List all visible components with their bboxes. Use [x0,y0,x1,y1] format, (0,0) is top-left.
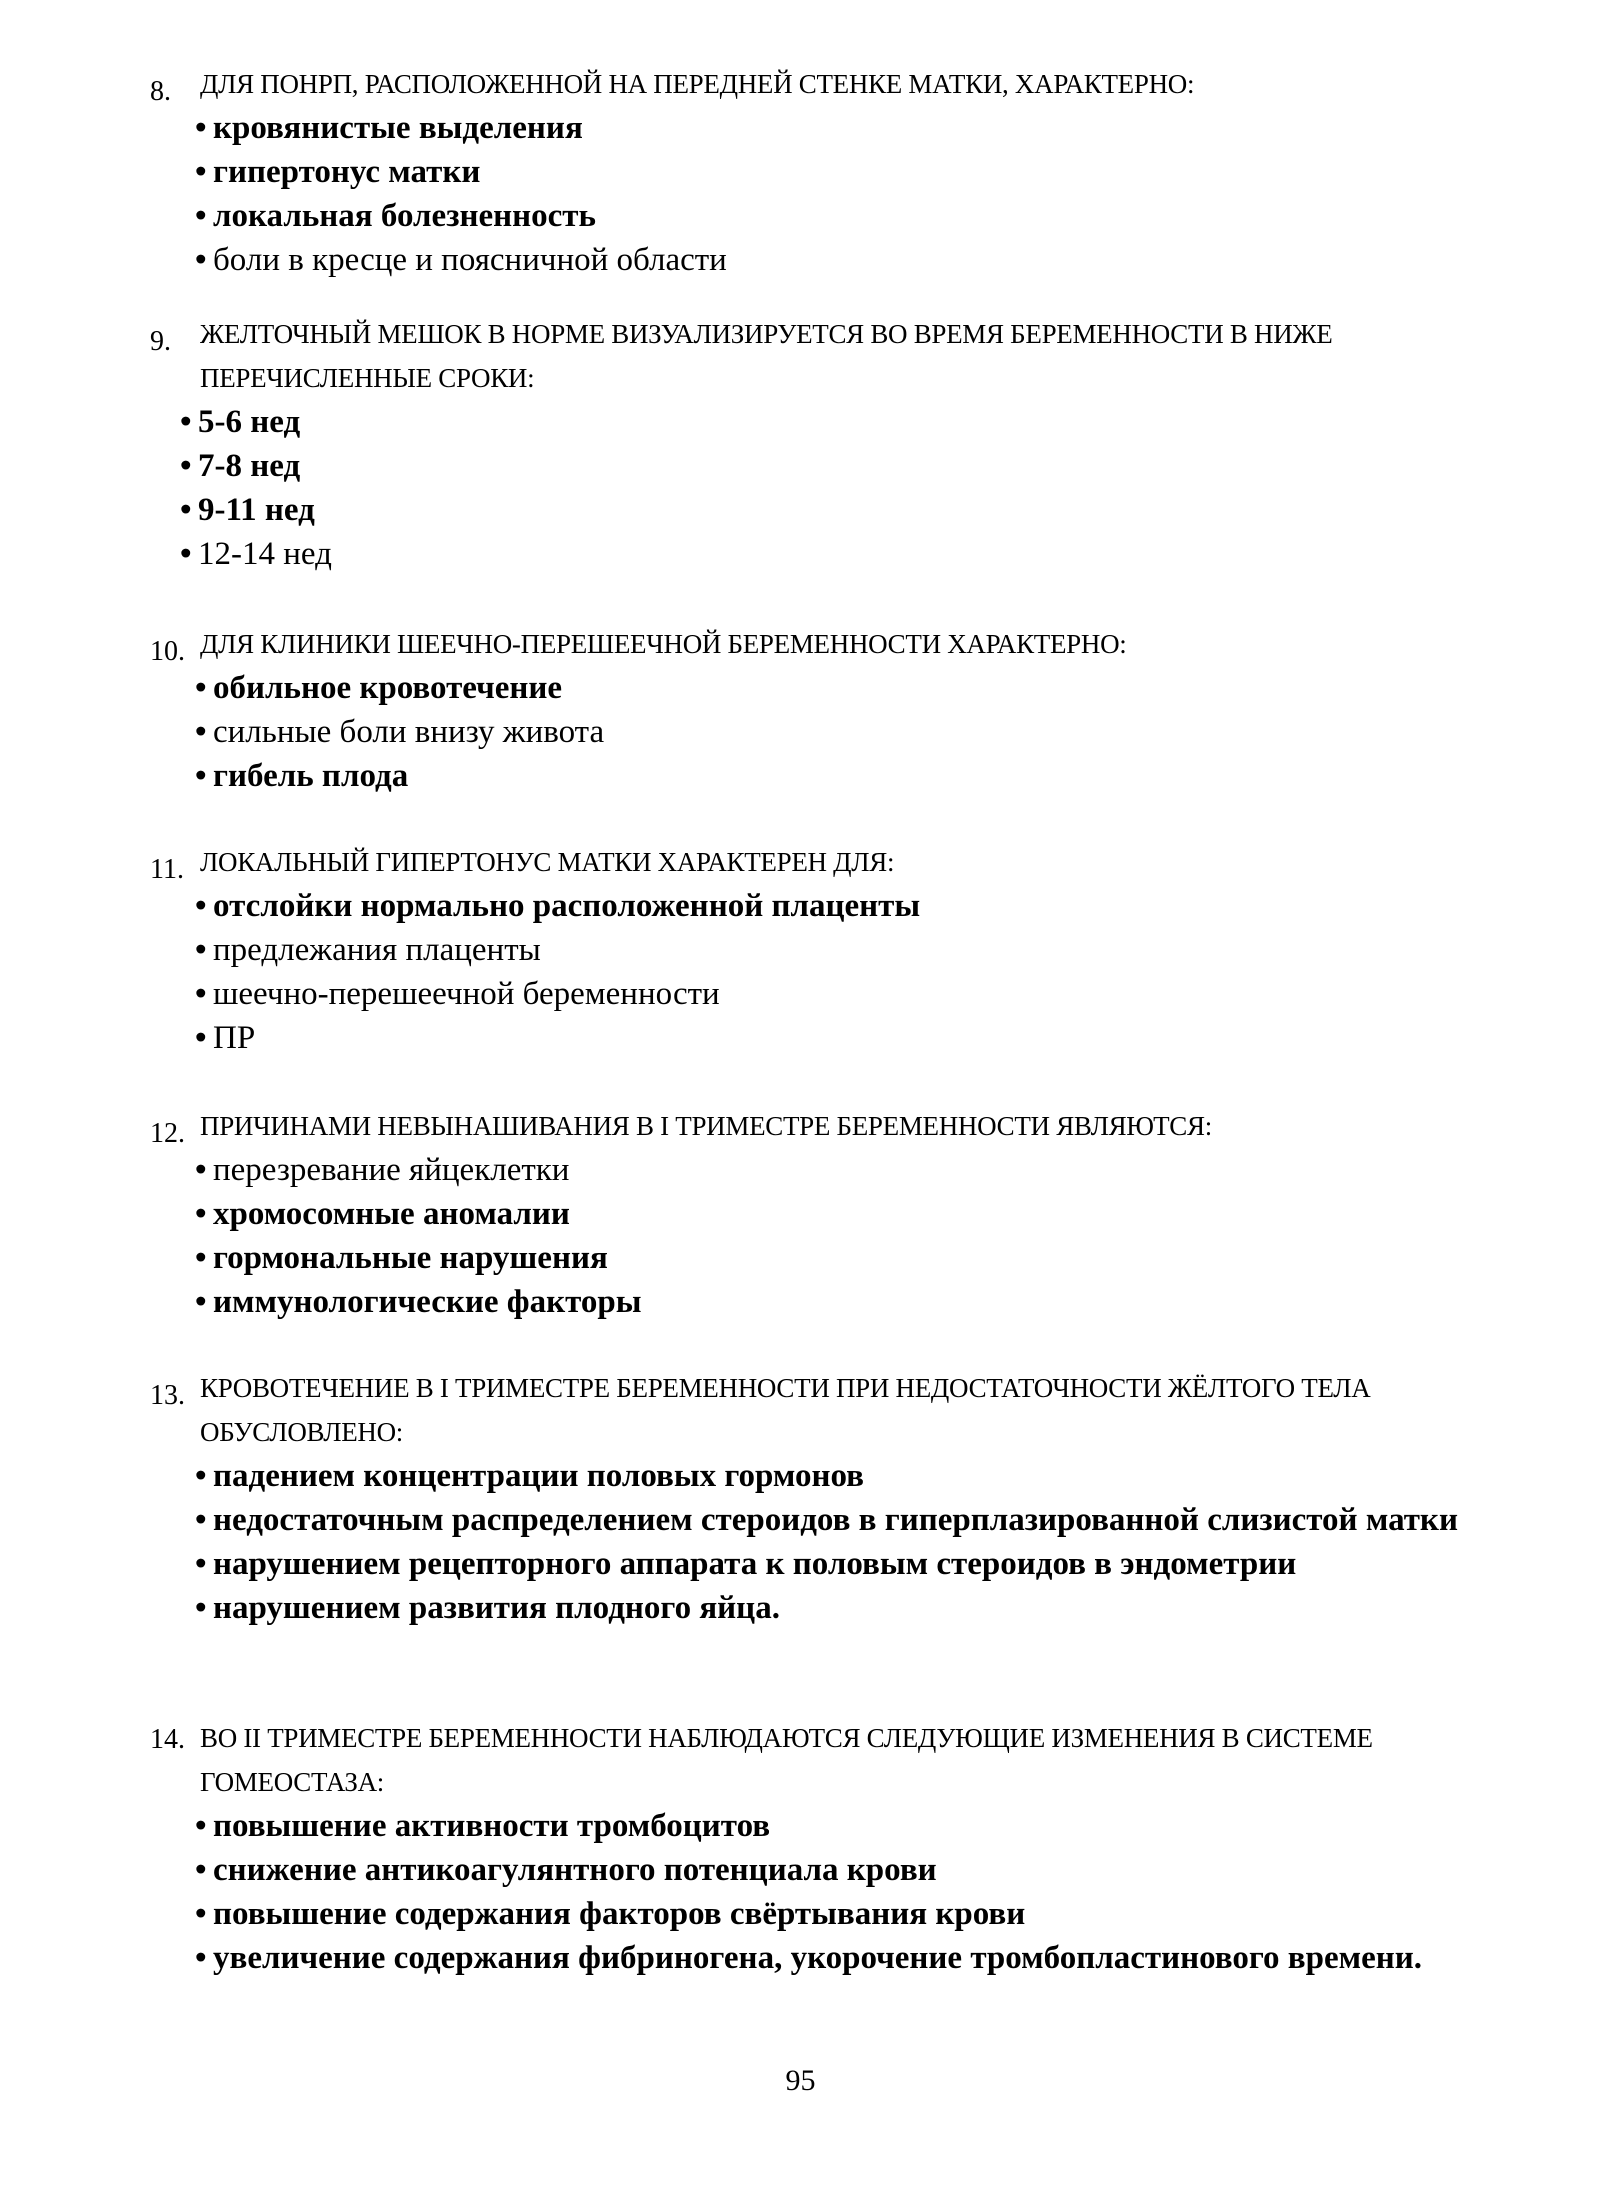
question-number: 12. [150,1118,185,1149]
bullet-icon: • [195,670,207,706]
option-text: иммунологические факторы [213,1284,642,1320]
option-text: перезревание яйцеклетки [213,1152,570,1188]
answer-option [180,532,1470,576]
bullet-icon: • [195,976,207,1012]
bullet-icon: • [195,1458,207,1494]
question-14 [150,1716,1470,1980]
answer-option [195,1498,1470,1542]
option-text: недостаточным распределением стероидов в гиперплазированной слизистой матки [213,1502,1458,1538]
option-text: шеечно-перешеечной беременности [213,976,720,1012]
question-number: 13. [150,1380,185,1411]
option-text: гибель плода [213,758,409,794]
option-text: ПР [213,1020,256,1056]
question-text: ЖЕЛТОЧНЫЙ МЕШОК В НОРМЕ ВИЗУАЛИЗИРУЕТСЯ ВО ВРЕМЯ БЕРЕМЕННОСТИ В НИЖЕ ПЕРЕЧИСЛЕННЫЕ СРОКИ: [200,319,1333,393]
question-number: 10. [150,636,185,667]
bullet-icon: • [195,1940,207,1976]
question-number: 14. [150,1724,185,1755]
answer-option [195,1892,1470,1936]
answer-option [195,194,1470,238]
bullet-icon: • [195,1240,207,1276]
answer-option [195,972,1470,1016]
question-9 [150,312,1470,576]
answer-option [195,1148,1470,1192]
answer-option [195,928,1470,972]
option-text: 5-6 нед [198,404,301,440]
option-text: 7-8 нед [198,448,301,484]
answer-options [195,1148,1470,1324]
bullet-icon: • [195,758,207,794]
bullet-icon: • [195,932,207,968]
question-text: КРОВОТЕЧЕНИЕ В I ТРИМЕСТРЕ БЕРЕМЕННОСТИ ПРИ НЕДОСТАТОЧНОСТИ ЖЁЛТОГО ТЕЛА ОБУСЛОВЛЕНО: [200,1373,1371,1447]
answer-option [195,1454,1470,1498]
option-text: отслойки нормально расположенной плаценты [213,888,921,924]
page-number: 95 [785,2064,816,2097]
option-text: гормональные нарушения [213,1240,608,1276]
option-text: хромосомные аномалии [213,1196,570,1232]
option-text: предлежания плаценты [213,932,541,968]
option-text: сильные боли внизу живота [213,714,605,750]
answer-options [195,1804,1470,1980]
bullet-icon: • [195,242,207,278]
bullet-icon: • [195,1896,207,1932]
option-text: 9-11 нед [198,492,315,528]
bullet-icon: • [180,404,192,440]
option-text: локальная болезненность [213,198,596,234]
answer-option [195,710,1470,754]
bullet-icon: • [195,888,207,924]
bullet-icon: • [195,1502,207,1538]
answer-options [195,106,1470,282]
answer-option [195,238,1470,282]
question-8 [150,62,1470,282]
option-text: повышение активности тромбоцитов [213,1808,771,1844]
answer-option [195,1192,1470,1236]
answer-option [195,1542,1470,1586]
question-number: 11. [150,854,184,885]
option-text: нарушением рецепторного аппарата к половым стероидов в эндометрии [213,1546,1297,1582]
option-text: гипертонус матки [213,154,481,190]
answer-option [195,884,1470,928]
bullet-icon: • [195,1808,207,1844]
question-text: ПРИЧИНАМИ НЕВЫНАШИВАНИЯ В I ТРИМЕСТРЕ БЕРЕМЕННОСТИ ЯВЛЯЮТСЯ: [200,1111,1212,1141]
answer-options [180,400,1470,576]
bullet-icon: • [195,1284,207,1320]
option-text: падением концентрации половых гормонов [213,1458,864,1494]
option-text: кровянистые выделения [213,110,583,146]
answer-option [195,150,1470,194]
answer-options [195,666,1470,798]
answer-option [180,400,1470,444]
bullet-icon: • [195,1546,207,1582]
bullet-icon: • [195,1852,207,1888]
bullet-icon: • [180,448,192,484]
question-text: ДЛЯ ПОНРП, РАСПОЛОЖЕННОЙ НА ПЕРЕДНЕЙ СТЕНКЕ МАТКИ, ХАРАКТЕРНО: [200,69,1195,99]
question-text: ЛОКАЛЬНЫЙ ГИПЕРТОНУС МАТКИ ХАРАКТЕРЕН ДЛЯ: [200,847,895,877]
answer-options [195,1454,1470,1630]
option-text: обильное кровотечение [213,670,563,706]
question-text: ДЛЯ КЛИНИКИ ШЕЕЧНО-ПЕРЕШЕЕЧНОЙ БЕРЕМЕННОСТИ ХАРАКТЕРНО: [200,629,1127,659]
bullet-icon: • [195,1152,207,1188]
bullet-icon: • [195,714,207,750]
answer-option [195,1236,1470,1280]
answer-option [180,488,1470,532]
bullet-icon: • [195,1196,207,1232]
answer-option [195,666,1470,710]
question-11 [150,840,1470,1060]
answer-option [195,754,1470,798]
answer-option [180,444,1470,488]
answer-option [195,1848,1470,1892]
bullet-icon: • [180,492,192,528]
answer-option [195,1804,1470,1848]
answer-option [195,106,1470,150]
bullet-icon: • [180,536,192,572]
answer-option [195,1016,1470,1060]
answer-option [195,1936,1470,1980]
question-number: 9. [150,326,171,357]
option-text: снижение антикоагулянтного потенциала крови [213,1852,937,1888]
answer-option [195,1586,1470,1630]
question-13 [150,1366,1470,1630]
answer-option [195,1280,1470,1324]
bullet-icon: • [195,110,207,146]
option-text: повышение содержания факторов свёртывания крови [213,1896,1026,1932]
bullet-icon: • [195,1590,207,1626]
question-12 [150,1104,1470,1324]
bullet-icon: • [195,154,207,190]
option-text: увеличение содержания фибриногена, укорочение тромбопластинового времени. [213,1940,1423,1976]
answer-options [195,884,1470,1060]
bullet-icon: • [195,198,207,234]
question-number: 8. [150,76,171,107]
option-text: 12-14 нед [198,536,332,572]
option-text: нарушением развития плодного яйца. [213,1590,780,1626]
option-text: боли в кресце и поясничной области [213,242,727,278]
bullet-icon: • [195,1020,207,1056]
question-text: ВО II ТРИМЕСТРЕ БЕРЕМЕННОСТИ НАБЛЮДАЮТСЯ СЛЕДУЮЩИЕ ИЗМЕНЕНИЯ В СИСТЕМЕ ГОМЕОСТАЗА: [200,1723,1373,1797]
question-10 [150,622,1470,798]
